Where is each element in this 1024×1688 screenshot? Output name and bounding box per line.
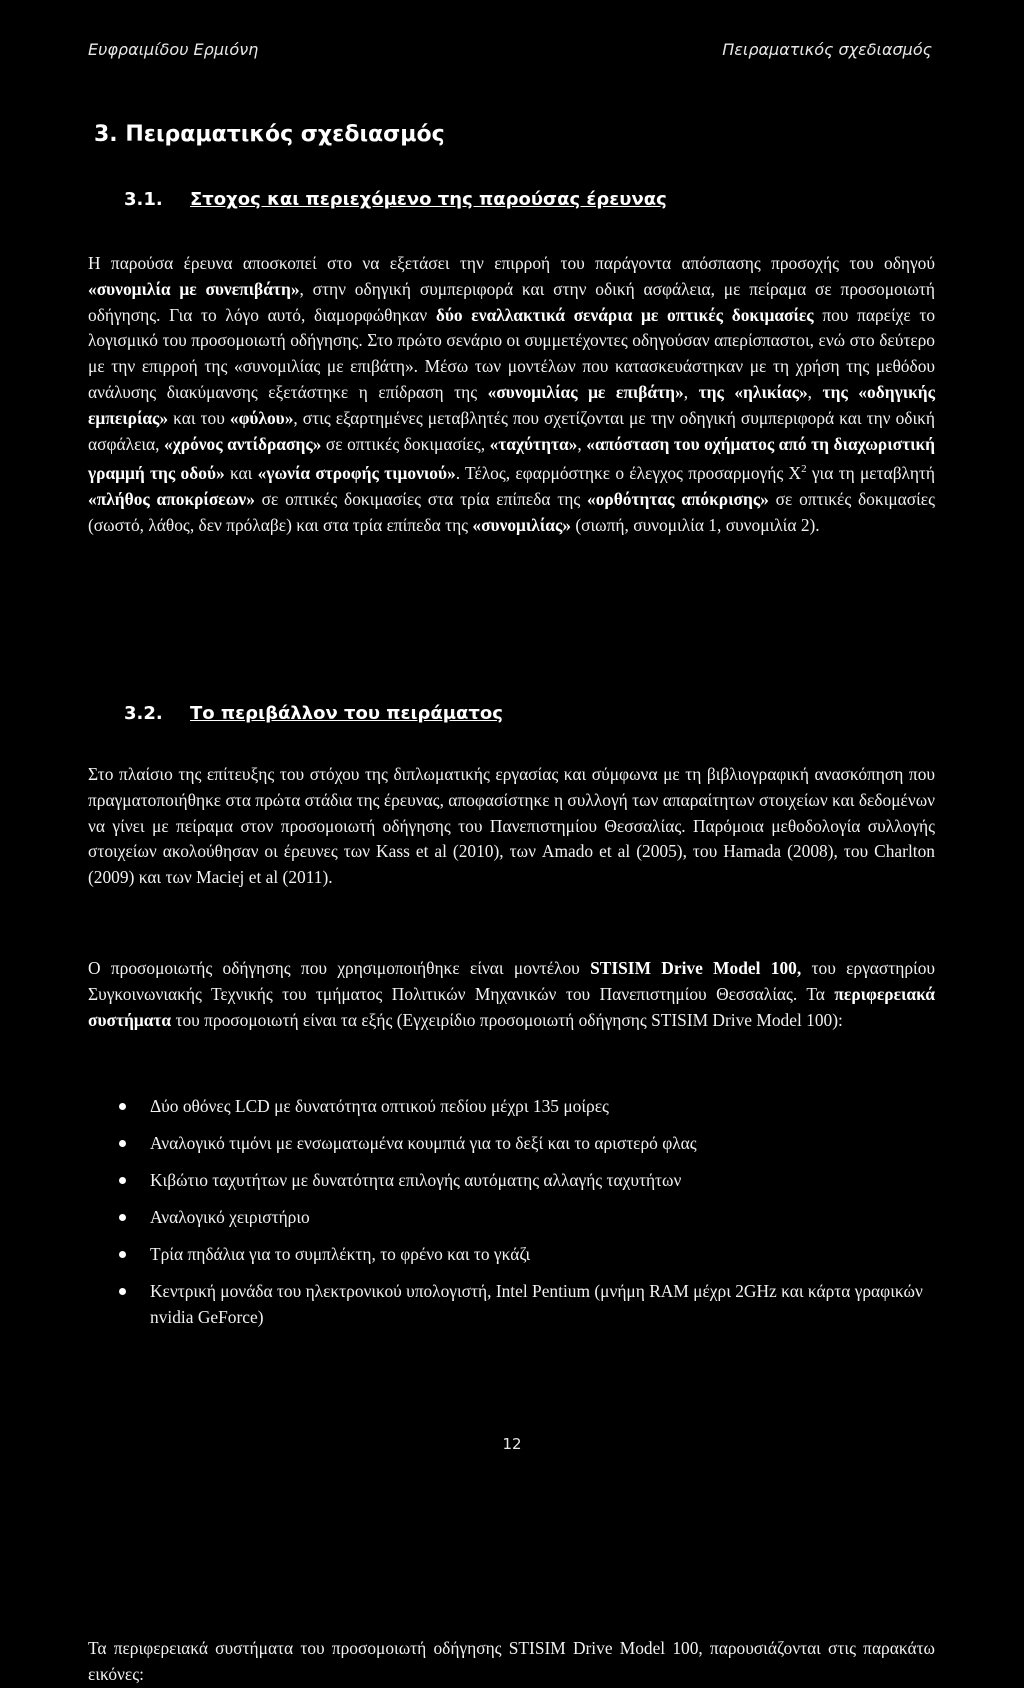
list-item-text: Κιβώτιο ταχυτήτων με δυνατότητα επιλογής αυτόματης αλλαγής ταχυτήτων — [150, 1169, 682, 1190]
bullet-icon — [119, 1103, 126, 1110]
text-run: σε οπτικές δοκιμασίες, — [321, 433, 490, 454]
bold-term: «χρόνος αντίδρασης» — [164, 433, 322, 454]
list-item-text: Τρία πηδάλια για το συμπλέκτη, το φρένο και το γκάζι — [150, 1243, 531, 1264]
list-item — [88, 1279, 935, 1330]
text-run: που παρείχε το λογισμικό του προσομοιωτή οδήγησης. Στο πρώτο σενάριο οι συμμετέχοντες οδηγούσαν απερίσπαστοι, ενώ στο δεύτερο με την επιρροή της «συνομιλίας με επιβάτη». Μέσω των μοντέλων που κατασκευάστηκαν με τη χρήση της μεθόδου ανάλυσης διακύμανσης εξετάστηκε η επίδραση της — [88, 304, 936, 402]
text-run: Ο προσομοιωτής οδήγησης που χρησιμοποιήθηκε είναι μοντέλου — [88, 958, 591, 978]
header-author: Ευφραιμίδου Ερμιόνη — [88, 40, 259, 59]
section-3-2-paragraph-2 — [88, 956, 935, 1033]
section-title: Στοχος και περιεχόμενο της παρούσας έρευνας — [190, 189, 667, 210]
section-3-2-paragraph-1: Στο πλαίσιο της επίτευξης του στόχου της διπλωματικής εργασίας και σύμφωνα με τη βιβλιογραφική ανασκόπηση που πραγματοποιήθηκε στα πρώτα στάδια της έρευνας, αποφασίστηκε η συλλογή των απαραίτητων στοιχείων και δεδομένων να γίνει με πείραμα στον προσομοιωτή οδήγησης του Πανεπιστημίου Θεσσαλίας. Παρόμοια μεθοδολογία συλλογής στοιχείων ακολούθησαν οι έρευνες των Kass et al (2010), των Amado et al (2005), του Hamada (2008), του Charlton (2009) και των Maciej et al (2011). — [88, 764, 935, 888]
text-run: σε οπτικές δοκιμασίες στα τρία επίπεδα της — [254, 488, 587, 509]
section-3-1-heading — [124, 189, 667, 210]
peripheral-systems-list — [88, 1094, 935, 1342]
bullet-icon — [119, 1177, 126, 1184]
list-item-text: Αναλογικό τιμόνι με ενσωματωμένα κουμπιά για το δεξί και το αριστερό φλας — [150, 1132, 697, 1153]
section-number: 3.1. — [124, 189, 163, 210]
section-number: 3.2. — [124, 703, 163, 724]
text-run: , — [577, 433, 587, 454]
list-item — [88, 1242, 935, 1268]
chapter-title: 3. Πειραματικός σχεδιασμός — [94, 122, 445, 147]
text-run: του εργαστηρίου Συγκοινωνιακής Τεχνικής του τμήματος Πολιτικών Μηχανικών του Πανεπιστημίου Θεσσαλίας. Τα — [88, 958, 936, 1004]
text-run: σε οπτικές δοκιμασίες (σωστό, λάθος, δεν πρόλαβε) και στα τρία επίπεδα της — [88, 488, 935, 535]
bold-term: «ορθότητας απόκρισης» — [587, 488, 769, 509]
text-run: , στην οδηγική συμπεριφορά και στην οδική ασφάλεια, με πείραμα σε προσομοιωτή οδήγησης. Για το λόγο αυτό, διαμορφώθηκαν — [88, 278, 935, 325]
text-run: , — [683, 381, 699, 402]
bold-term: της «ηλικίας» — [698, 381, 808, 402]
list-item — [88, 1094, 935, 1120]
section-3-2-heading — [124, 703, 503, 724]
bullet-icon — [119, 1140, 126, 1147]
bold-term: «ταχύτητα» — [489, 433, 578, 454]
bold-term: «απόσταση του οχήματος από τη διαχωριστική γραμμή της οδού» — [88, 433, 936, 484]
text-run: , στις εξαρτημένες μεταβλητές που σχετίζονται με την οδηγική συμπεριφορά και την οδική ασφάλεια, — [88, 407, 935, 454]
list-item — [88, 1168, 935, 1194]
bold-term: περιφερειακά συστήματα — [88, 983, 935, 1030]
bold-term: δύο εναλλακτικά σενάρια με οπτικές δοκιμασίες — [435, 304, 814, 325]
text-run: (σιωπή, συνομιλία 1, συνομιλία 2). — [570, 514, 820, 535]
list-item — [88, 1205, 935, 1231]
list-item-text: Δύο οθόνες LCD με δυνατότητα οπτικού πεδίου μέχρι 135 μοίρες — [150, 1096, 609, 1116]
list-item-text: Κεντρική μονάδα του ηλεκτρονικού υπολογιστή, Intel Pentium (μνήμη RAM μέχρι 2GHz και κάρτα γραφικών nvidia GeForce) — [150, 1280, 923, 1327]
section-3-1-paragraph — [88, 251, 935, 539]
text-run: . Τέλος, εφαρμόστηκε ο έλεγχος προσαρμογής Χ — [455, 463, 802, 484]
text-run: Η παρούσα έρευνα αποσκοπεί στο να εξετάσει την επιρροή του παράγοντα απόσπασης προσοχής του οδηγού — [88, 253, 935, 273]
header-chapter: Πειραματικός σχεδιασμός — [722, 40, 932, 59]
list-item — [88, 1131, 935, 1157]
bold-term: STISIM Drive Model 100, — [590, 958, 802, 978]
bold-term: «συνομιλίας με επιβάτη» — [487, 381, 684, 402]
bold-term: «συνομιλίας» — [472, 514, 571, 535]
superscript: 2 — [801, 463, 807, 476]
bold-term: «πλήθος αποκρίσεων» — [88, 488, 255, 509]
bold-term: της «οδηγικής εμπειρίας» — [88, 381, 935, 428]
section-title: Το περιβάλλον του πειράματος — [190, 703, 503, 724]
bullet-icon — [119, 1214, 126, 1221]
bold-term: «γωνία στροφής τιμονιού» — [257, 463, 456, 484]
bold-term: «φύλου» — [229, 407, 294, 428]
text-run: για τη μεταβλητή — [806, 463, 936, 484]
text-run: και — [224, 463, 258, 484]
list-item-text: Αναλογικό χειριστήριο — [150, 1206, 310, 1227]
text-run: του προσομοιωτή είναι τα εξής (Εγχειρίδιο προσομοιωτή οδήγησης STISIM Drive Model 100): — [171, 1009, 843, 1030]
page-number: 12 — [502, 1435, 522, 1453]
bullet-icon — [119, 1288, 126, 1295]
bullet-icon — [119, 1251, 126, 1258]
bold-term: «συνομιλία με συνεπιβάτη» — [88, 278, 300, 299]
text-run: , — [807, 381, 823, 402]
text-run: και του — [168, 407, 230, 428]
section-3-2-paragraph-3: Τα περιφερειακά συστήματα του προσομοιωτή οδήγησης STISIM Drive Model 100, παρουσιάζονται στις παρακάτω εικόνες: — [88, 1638, 935, 1684]
